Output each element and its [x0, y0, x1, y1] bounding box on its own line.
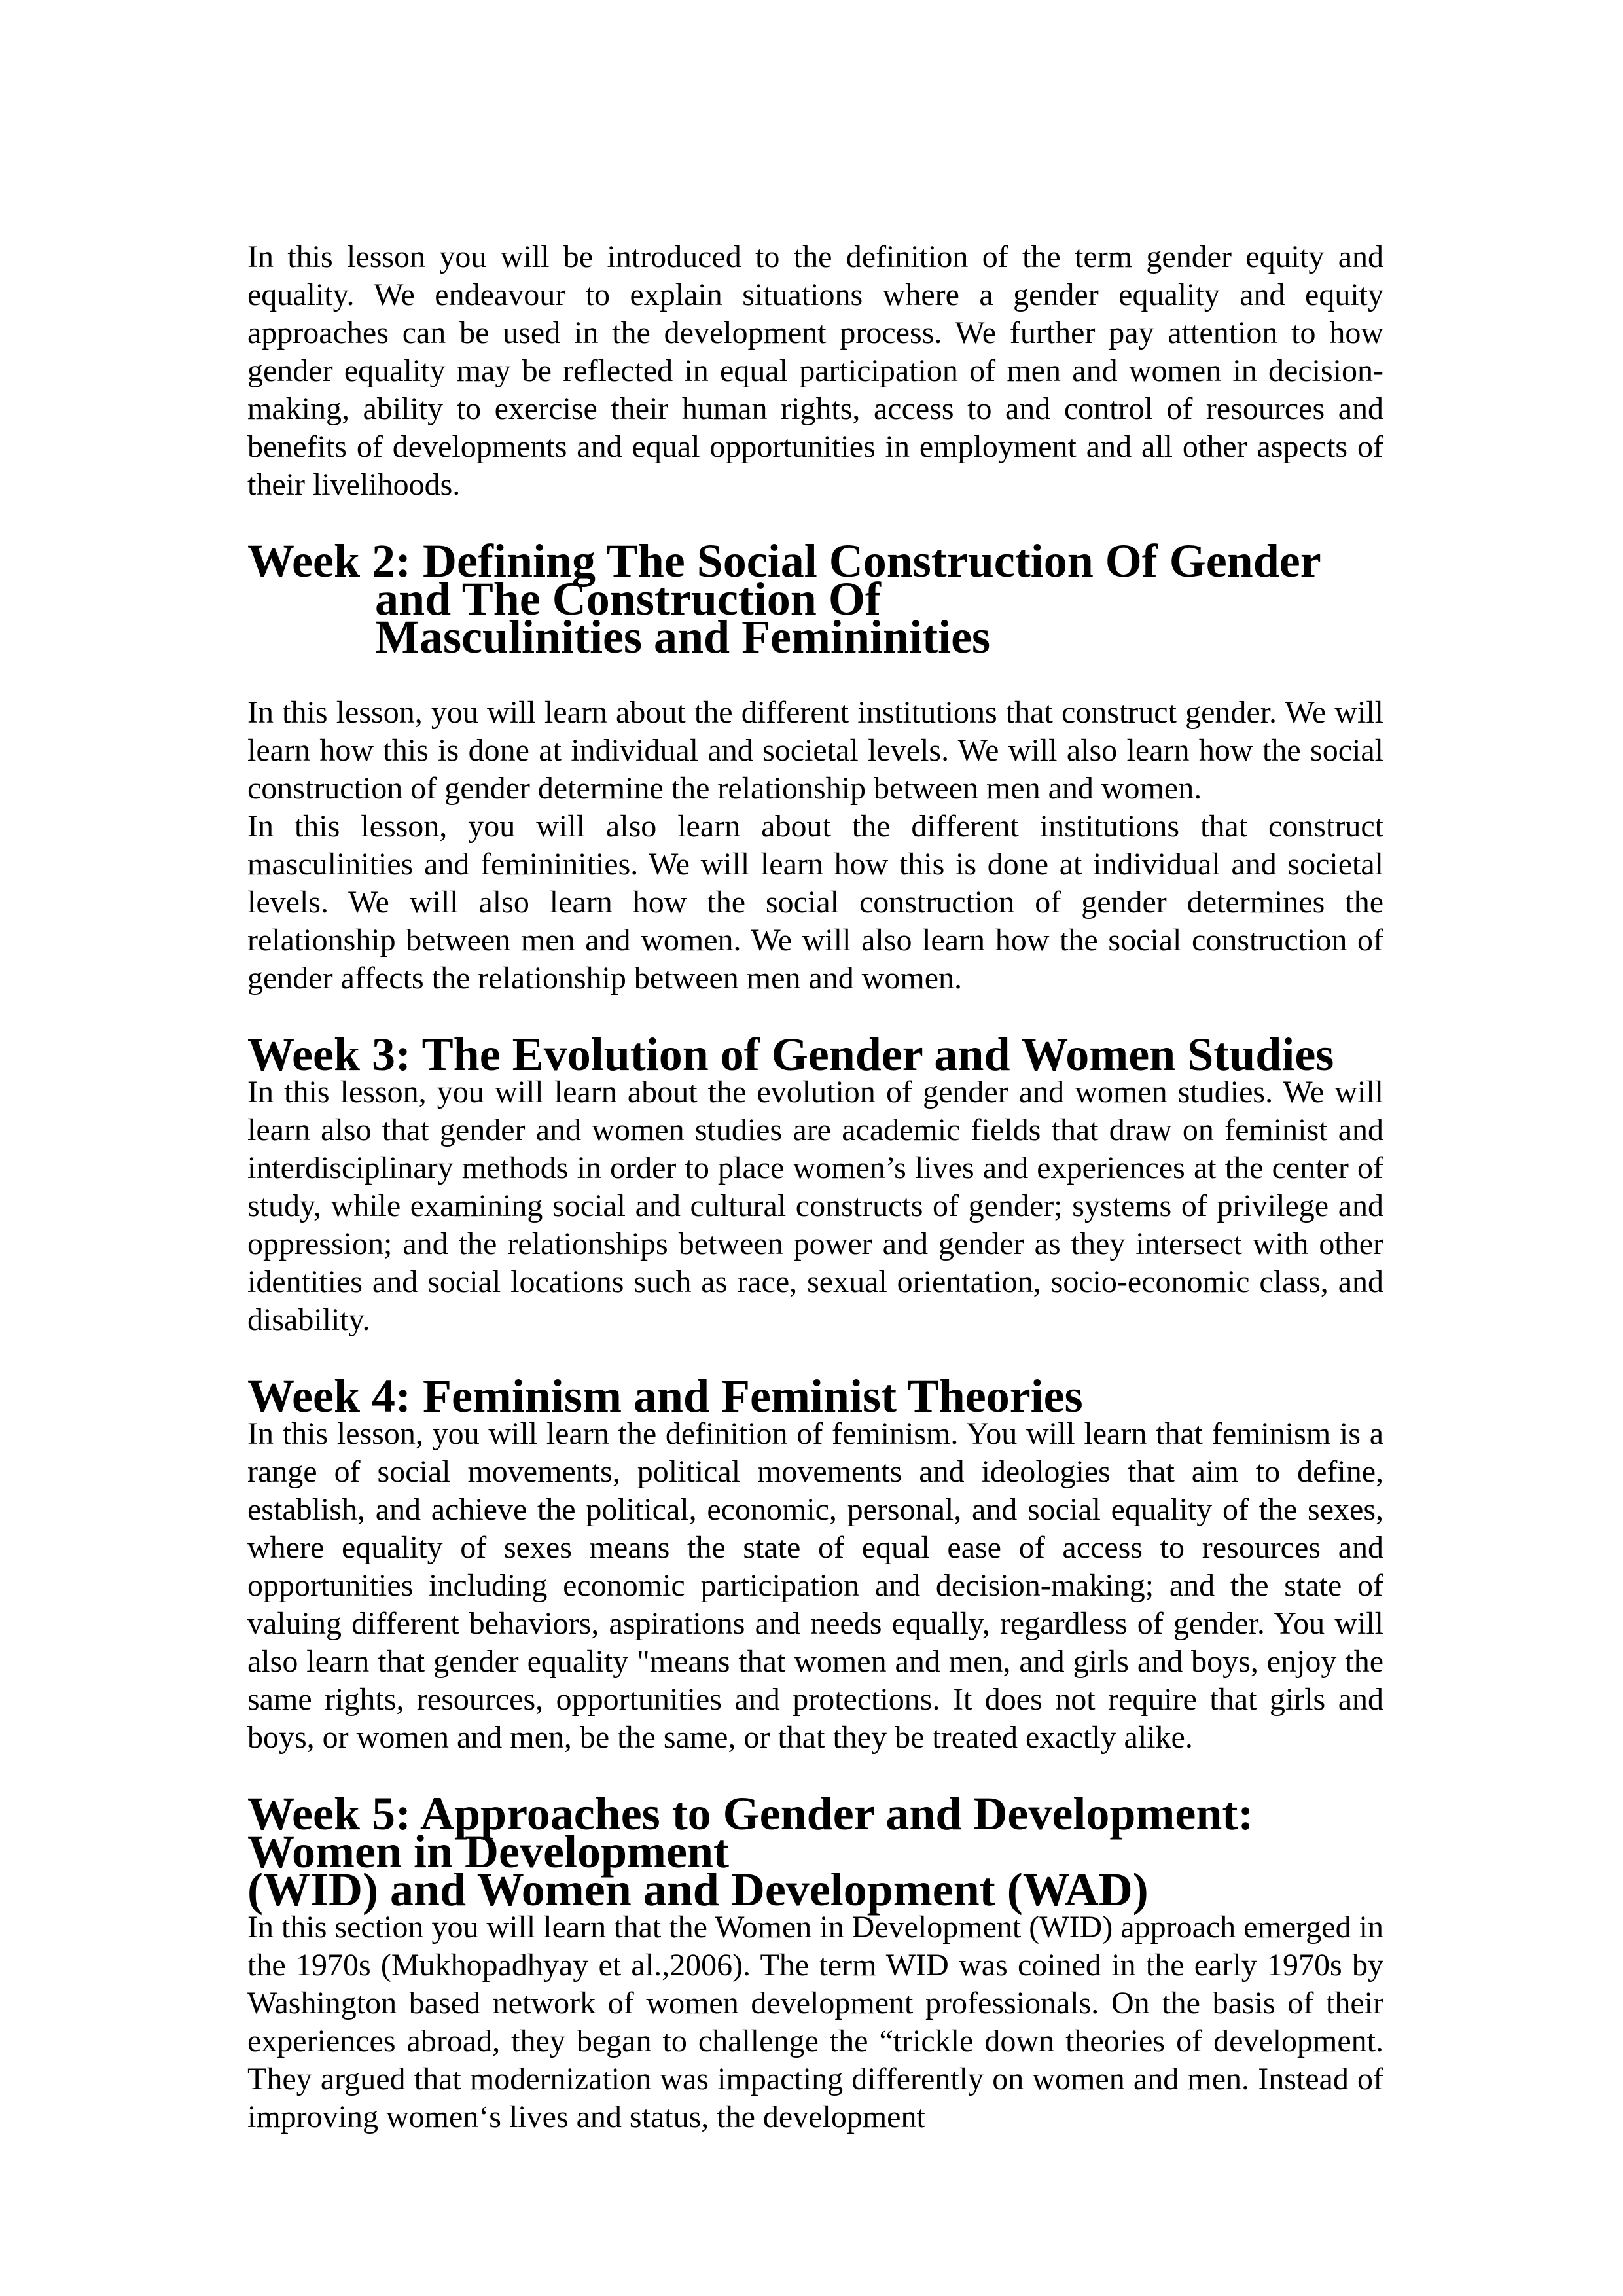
week5-heading: [247, 1787, 1383, 1916]
week5-heading-line1: Week 5: Approaches to Gender and Development: Women in Development: [247, 1787, 1254, 1878]
week2-paragraph-2: In this lesson, you will also learn about the different institutions that construct masculinities and femininities. We will learn how this is done at individual and societal levels. We will also learn how the social construction of gender determines the relationship between men and women. We will also learn how the social construction of gender affects the relationship between men and women.: [247, 809, 1383, 996]
intro-paragraph: In this lesson you will be introduced to the definition of the term gender equity and equality. We endeavour to explain situations where a gender equality and equity approaches can be used in the development process. We further pay attention to how gender equality may be reflected in equal participation of men and women in decision-making, ability to exercise their human rights, access to and control of resources and benefits of developments and equal opportunities in employment and all other aspects of their livelihoods.: [247, 240, 1383, 502]
week2-heading-line1: Week 2: Defining The Social Construction Of Gender and The Construction Of: [247, 535, 1321, 625]
week2-heading: [247, 535, 1383, 663]
week4-paragraph: In this lesson, you will learn the definition of feminism. You will learn that feminism is a range of social movements, political movements and ideologies that aim to define, establish, and achieve the political, economic, personal, and social equality of the sexes, where equality of sexes means the state of equal ease of access to resources and opportunities including economic participation and decision-making; and the state of valuing different behaviors, aspirations and needs equally, regardless of gender. You will also learn that gender equality "means that women and men, and girls and boys, enjoy the same rights, resources, opportunities and protections. It does not require that girls and boys, or women and men, be the same, or that they be treated exactly alike.: [247, 1416, 1383, 1755]
week5-paragraph: In this section you will learn that the Women in Development (WID) approach emerged in the 1970s (Mukhopadhyay et al.,2006). The term WID was coined in the early 1970s by Washington based network of women development professionals. On the basis of their experiences abroad, they began to challenge the “trickle down theories of development. They argued that modernization was impacting differently on women and men. Instead of improving women‘s lives and status, the development: [247, 1910, 1383, 2134]
week3-heading: Week 3: The Evolution of Gender and Women Studies: [247, 1028, 1334, 1081]
week3-paragraph: In this lesson, you will learn about the evolution of gender and women studies. We will learn also that gender and women studies are academic fields that draw on feminist and interdisciplinary methods in order to place women’s lives and experiences at the center of study, while examining social and cultural constructs of gender; systems of privilege and oppression; and the relationships between power and gender as they intersect with other identities and social locations such as race, sexual orientation, socio-economic class, and disability.: [247, 1075, 1383, 1337]
week4-heading: Week 4: Feminism and Feminist Theories: [247, 1370, 1083, 1422]
week2-heading-line2: Masculinities and Femininities: [375, 611, 991, 663]
document-content: [247, 238, 1383, 2136]
week5-heading-line2: (WID) and Women and Development (WAD): [247, 1863, 1149, 1916]
week2-paragraph-1: In this lesson, you will learn about the different institutions that construct gender. We will learn how this is done at individual and societal levels. We will also learn how the social construction of gender determine the relationship between men and women.: [247, 695, 1383, 806]
